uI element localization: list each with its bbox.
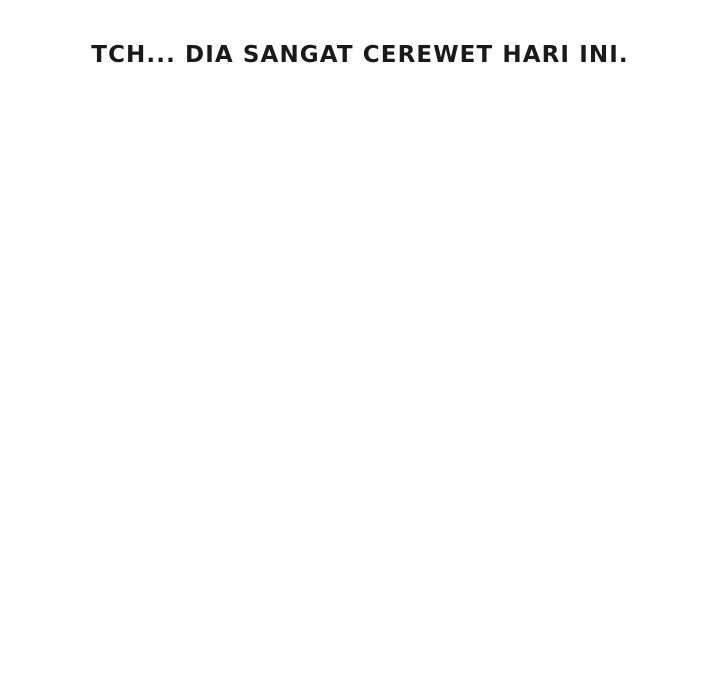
panel-blank-area	[0, 100, 720, 700]
panel-caption-text: TCH... DIA SANGAT CEREWET HARI INI.	[91, 42, 629, 68]
